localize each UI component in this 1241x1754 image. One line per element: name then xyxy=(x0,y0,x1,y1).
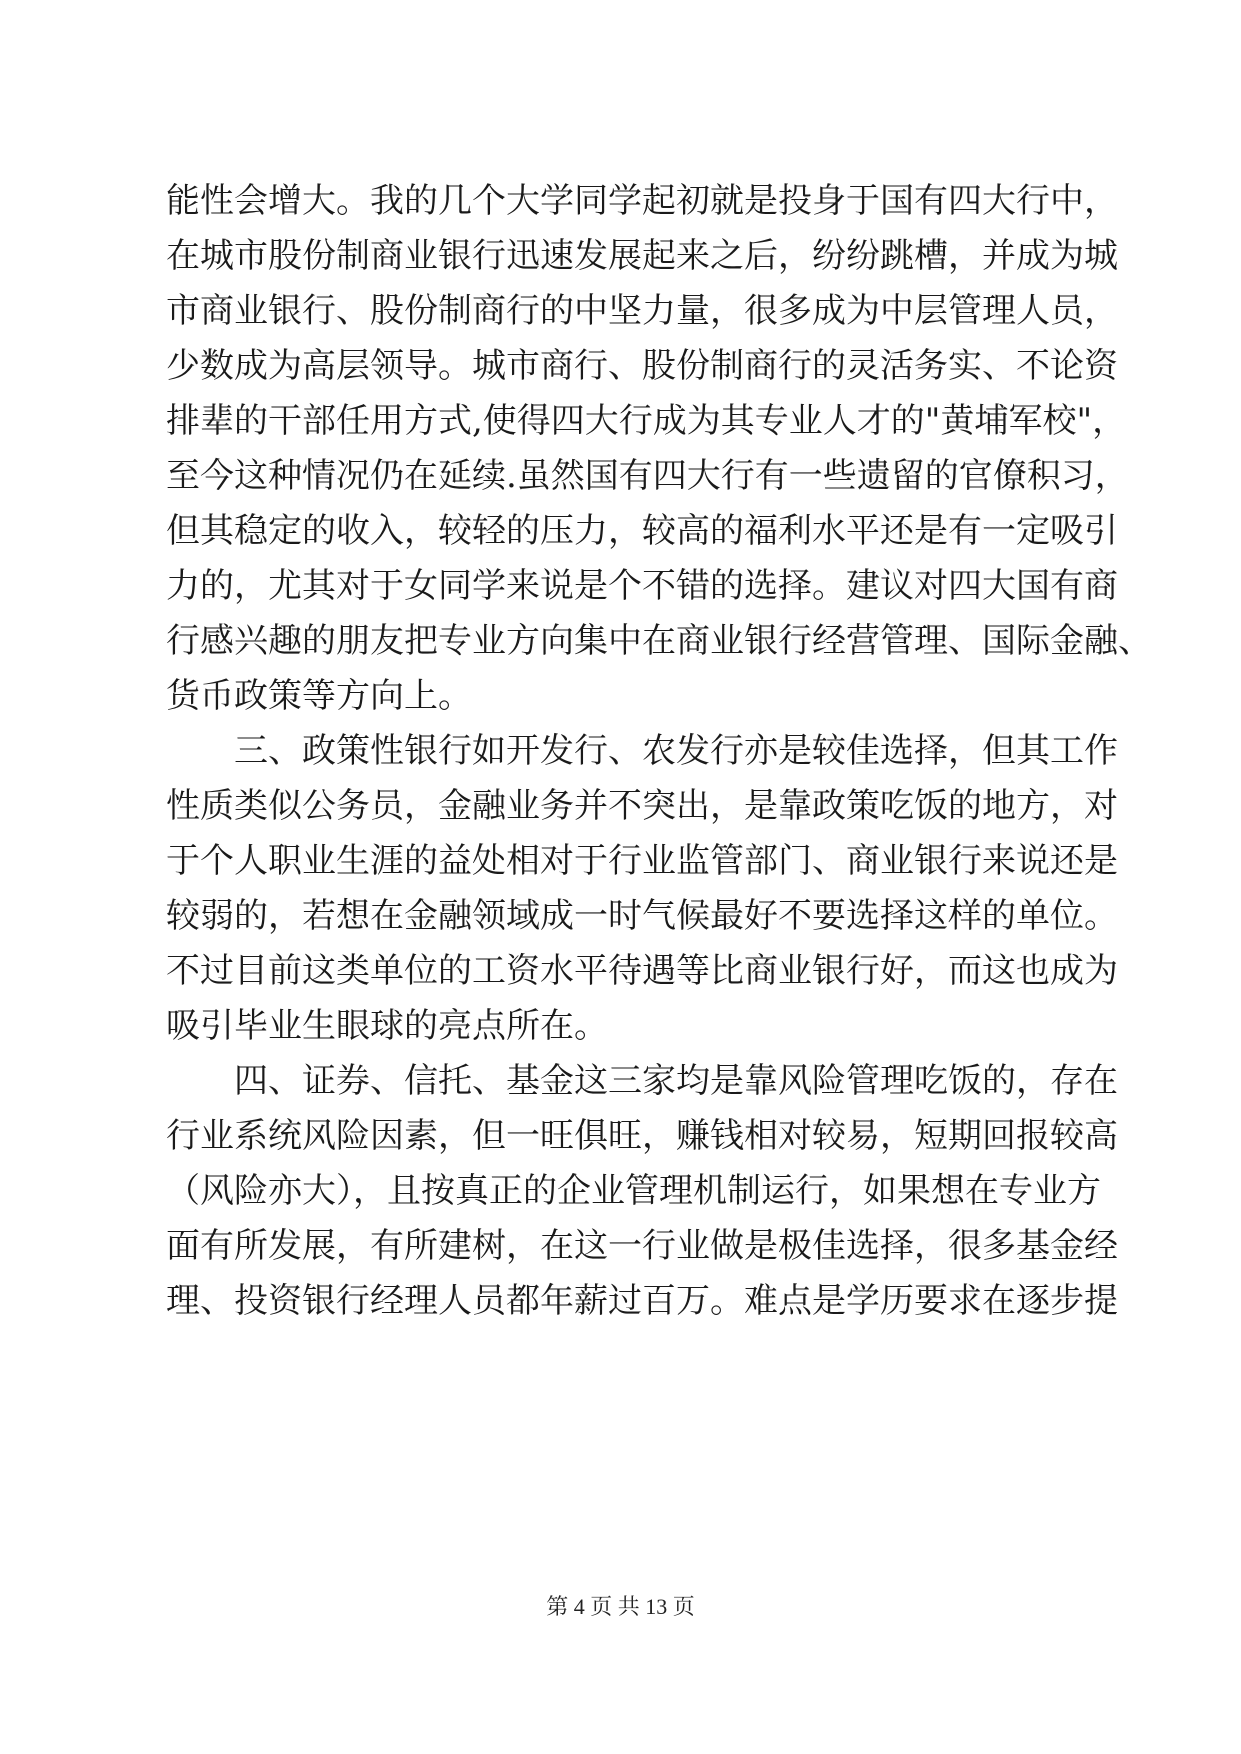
text-line: （风险亦大），且按真正的企业管理机制运行，如果想在专业方 xyxy=(166,1171,1101,1211)
text-line: 市商业银行、股份制商行的中坚力量，很多成为中层管理人员， xyxy=(166,291,1118,331)
paragraph-3 xyxy=(166,1054,1118,1329)
page-number-footer: 第 4 页 共 13 页 xyxy=(546,1594,695,1619)
text-line: 理、投资银行经理人员都年薪过百万。难点是学历要求在逐步提 xyxy=(166,1281,1118,1321)
text-line: 在城市股份制商业银行迅速发展起来之后，纷纷跳槽，并成为城 xyxy=(166,236,1118,276)
paragraph-1 xyxy=(166,174,1152,724)
text-line: 三、政策性银行如开发行、农发行亦是较佳选择，但其工作 xyxy=(234,731,1118,771)
document-body xyxy=(166,174,1152,1329)
text-line: 货币政策等方向上。 xyxy=(166,676,472,716)
text-line: 于个人职业生涯的益处相对于行业监管部门、商业银行来说还是 xyxy=(166,841,1118,881)
text-line: 行感兴趣的朋友把专业方向集中在商业银行经营管理、国际金融、 xyxy=(166,621,1152,661)
text-line: 能性会增大。我的几个大学同学起初就是投身于国有四大行中， xyxy=(166,181,1118,221)
text-line: 行业系统风险因素，但一旺俱旺，赚钱相对较易，短期回报较高 xyxy=(166,1116,1118,1156)
text-line: 但其稳定的收入，较轻的压力，较高的福利水平还是有一定吸引 xyxy=(166,511,1118,551)
text-line: 少数成为高层领导。城市商行、股份制商行的灵活务实、不论资 xyxy=(166,346,1118,386)
text-line: 性质类似公务员，金融业务并不突出，是靠政策吃饭的地方，对 xyxy=(166,786,1118,826)
paragraph-2 xyxy=(166,724,1118,1054)
text-line: 不过目前这类单位的工资水平待遇等比商业银行好，而这也成为 xyxy=(166,951,1118,991)
text-line: 吸引毕业生眼球的亮点所在。 xyxy=(166,1006,608,1046)
text-line: 四、证券、信托、基金这三家均是靠风险管理吃饭的，存在 xyxy=(234,1061,1118,1101)
text-line: 力的，尤其对于女同学来说是个不错的选择。建议对四大国有商 xyxy=(166,566,1118,606)
text-line: 排辈的干部任用方式,使得四大行成为其专业人才的"黄埔军校"， xyxy=(166,401,1127,441)
text-line: 面有所发展，有所建树，在这一行业做是极佳选择，很多基金经 xyxy=(166,1226,1118,1266)
text-line: 至今这种情况仍在延续.虽然国有四大行有一些遗留的官僚积习， xyxy=(166,456,1129,496)
text-line: 较弱的，若想在金融领域成一时气候最好不要选择这样的单位。 xyxy=(166,896,1118,936)
